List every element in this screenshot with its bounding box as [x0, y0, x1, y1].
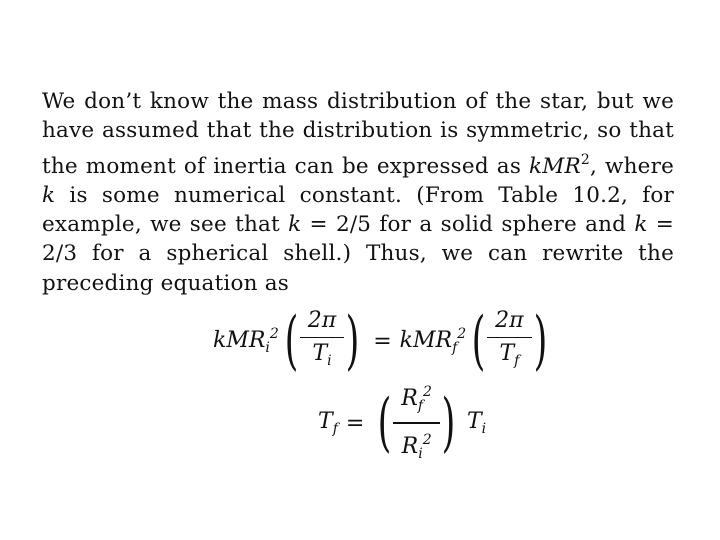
fraction-bar [393, 422, 440, 424]
paragraph-text-3: is some numerical constant. (From Table 10.2, for example, we see that [42, 182, 674, 238]
eq1-lhs-term: kMR$_i^2$ [213, 326, 279, 356]
eq1-right-fraction [487, 308, 531, 375]
body-paragraph [42, 87, 674, 298]
eq1-rhs-term: kMR$_f^2$ [399, 326, 467, 356]
equation-period [318, 384, 487, 462]
paragraph-text-5: = 2/3 for a spherical shell.) Thus, we can rewrite the preceding equation as [42, 212, 675, 296]
fraction-denominator: $R_i^2$ [401, 431, 432, 462]
left-paren: ( [284, 304, 299, 378]
eq2-lhs-term: $T_f$ [318, 409, 338, 437]
right-paren: ) [533, 304, 547, 378]
fraction-numerator: 2π [307, 307, 337, 333]
equals-sign: = [345, 410, 365, 436]
fraction-bar [300, 337, 344, 339]
fraction-numerator: 2π [495, 307, 524, 333]
kmr-exponent: 2 [580, 151, 590, 168]
eq1-left-fraction [300, 308, 344, 375]
equals-sign: = [373, 328, 392, 354]
left-paren: ( [377, 386, 392, 460]
k-symbol: k [288, 212, 302, 238]
right-paren: ) [441, 386, 456, 460]
fraction-denominator: $T_f$ [499, 341, 520, 370]
paragraph-text-1: We don’t know the mass distribution of the star, but we have assumed that the distribution is symmetric, so that the moment of inertia can be expressed as [42, 89, 674, 179]
eq2-rhs-term: $T_i$ [466, 409, 487, 437]
eq2-fraction [393, 379, 440, 467]
k-symbol: k [42, 182, 56, 208]
left-paren: ( [471, 304, 486, 378]
right-paren: ) [345, 304, 360, 378]
fraction-denominator: $T_i$ [312, 341, 332, 370]
k-symbol: k [634, 212, 648, 238]
equation-angular-momentum [213, 306, 553, 376]
paragraph-text-4: = 2/5 for a solid sphere and [301, 212, 635, 238]
kmr-term: kMR [529, 153, 581, 179]
fraction-numerator: $R_f^2$ [401, 384, 432, 415]
fraction-bar [487, 337, 531, 339]
paragraph-text-2: , where [590, 153, 674, 179]
